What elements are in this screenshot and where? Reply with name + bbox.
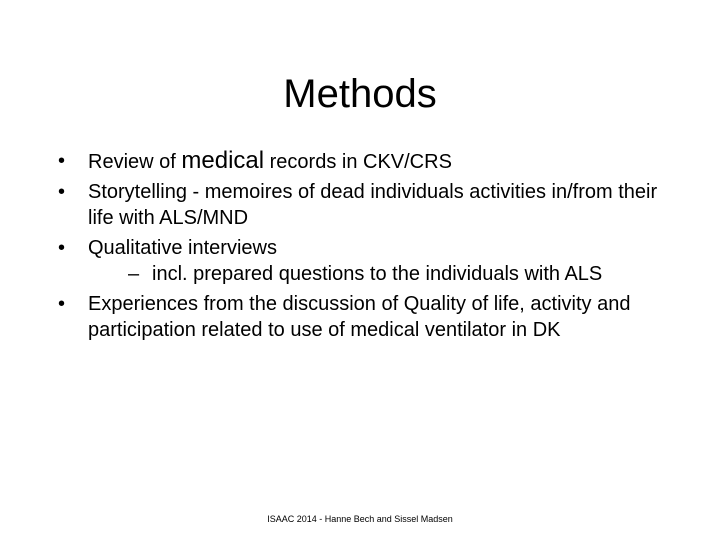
bullet-list — [58, 148, 678, 347]
bullet-text: Experiences from the discussion of Quality of life, activity and participation related to use of medical ventilator in DK — [88, 293, 631, 341]
bullet-text-prefix: Review of — [88, 151, 182, 173]
bullet-item-storytelling — [58, 179, 678, 231]
bullet-marker: • — [58, 237, 66, 259]
bullet-item-medical-records — [58, 148, 678, 175]
bullet-marker: • — [58, 181, 66, 203]
slide-title: Methods — [283, 72, 437, 116]
bullet-item-experiences — [58, 291, 678, 343]
sub-bullet-text: incl. prepared questions to the individuals with ALS — [152, 263, 603, 285]
bullet-text-emphasis: medical — [181, 147, 265, 174]
bullet-marker: • — [58, 293, 66, 315]
bullet-text: Storytelling - memoires of dead individuals activities in/from their life with ALS/MND — [88, 181, 658, 229]
bullet-text-suffix: records in CKV/CRS — [264, 151, 452, 173]
bullet-marker: • — [58, 150, 66, 172]
sub-bullet-marker: – — [128, 263, 140, 285]
bullet-text: Qualitative interviews — [88, 237, 277, 259]
bullet-item-interviews — [58, 235, 678, 287]
slide-footer: ISAAC 2014 - Hanne Bech and Sissel Madsen — [267, 514, 453, 524]
sub-bullet-item — [88, 261, 678, 287]
